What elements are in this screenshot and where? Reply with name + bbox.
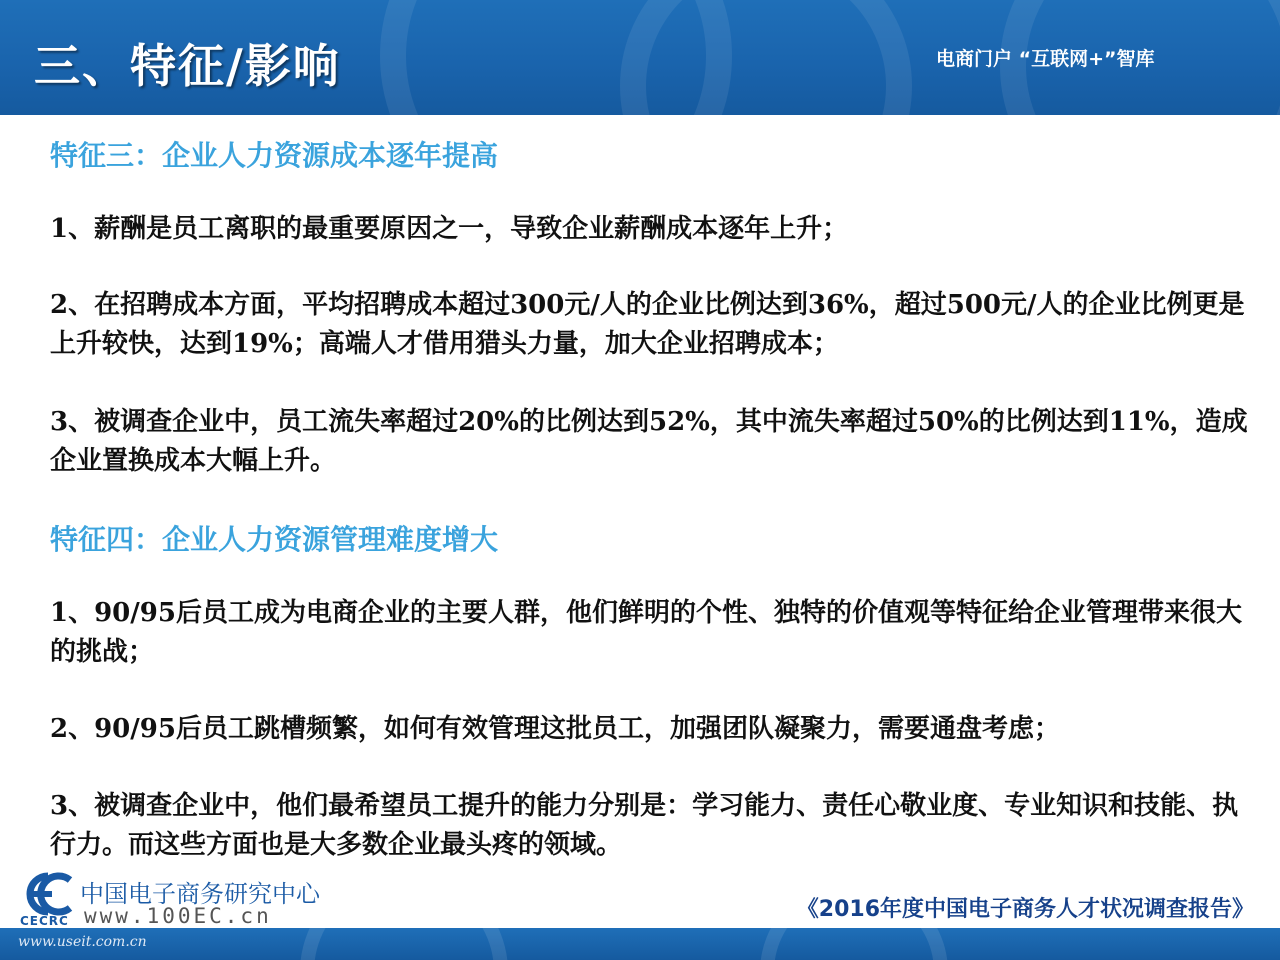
list-item: 1、薪酬是员工离职的最重要原因之一，导致企业薪酬成本逐年上升；	[50, 214, 849, 244]
list-item: 3、被调查企业中，员工流失率超过20%的比例达到52%，其中流失率超过50%的比例达到11%，造成企业置换成本大幅上升。	[50, 407, 1248, 476]
header-tagline: 电商门户 “互联网+”智库	[936, 48, 1155, 70]
logo-abbreviation: CECRC	[20, 914, 69, 928]
logo-name: 中国电子商务研究中心	[80, 880, 320, 908]
report-title: 《2016年度中国电子商务人才状况调查报告》	[796, 897, 1254, 922]
list-item: 1、90/95后员工成为电商企业的主要人群，他们鲜明的个性、独特的价值观等特征给企业管理带来很大的挑战；	[50, 598, 1242, 667]
footer-bar	[0, 928, 1280, 960]
list-item: 3、被调查企业中，他们最希望员工提升的能力分别是：学习能力、责任心敬业度、专业知识和技能、执行力。而这些方面也是大多数企业最头疼的领域。	[50, 791, 1239, 860]
decorative-swirl	[300, 928, 508, 960]
watermark: www.useit.com.cn	[18, 934, 147, 950]
cecrc-logo	[18, 872, 318, 932]
list-item: 2、在招聘成本方面，平均招聘成本超过300元/人的企业比例达到36%，超过500元/人的企业比例更是上升较快，达到19%；高端人才借用猎头力量，加大企业招聘成本；	[50, 290, 1245, 359]
decorative-swirl	[760, 928, 948, 960]
decorative-swirl	[620, 0, 912, 115]
section-heading-feature-3: 特征三：企业人力资源成本逐年提高	[50, 139, 499, 172]
page-title: 三、特征/影响	[34, 39, 341, 93]
cecrc-logo-icon	[18, 872, 78, 916]
logo-url: www.100EC.cn	[84, 904, 272, 928]
header-bar	[0, 0, 1280, 115]
section-heading-feature-4: 特征四：企业人力资源管理难度增大	[50, 523, 499, 556]
list-item: 2、90/95后员工跳槽频繁，如何有效管理这批员工，加强团队凝聚力，需要通盘考虑；	[50, 714, 1060, 744]
